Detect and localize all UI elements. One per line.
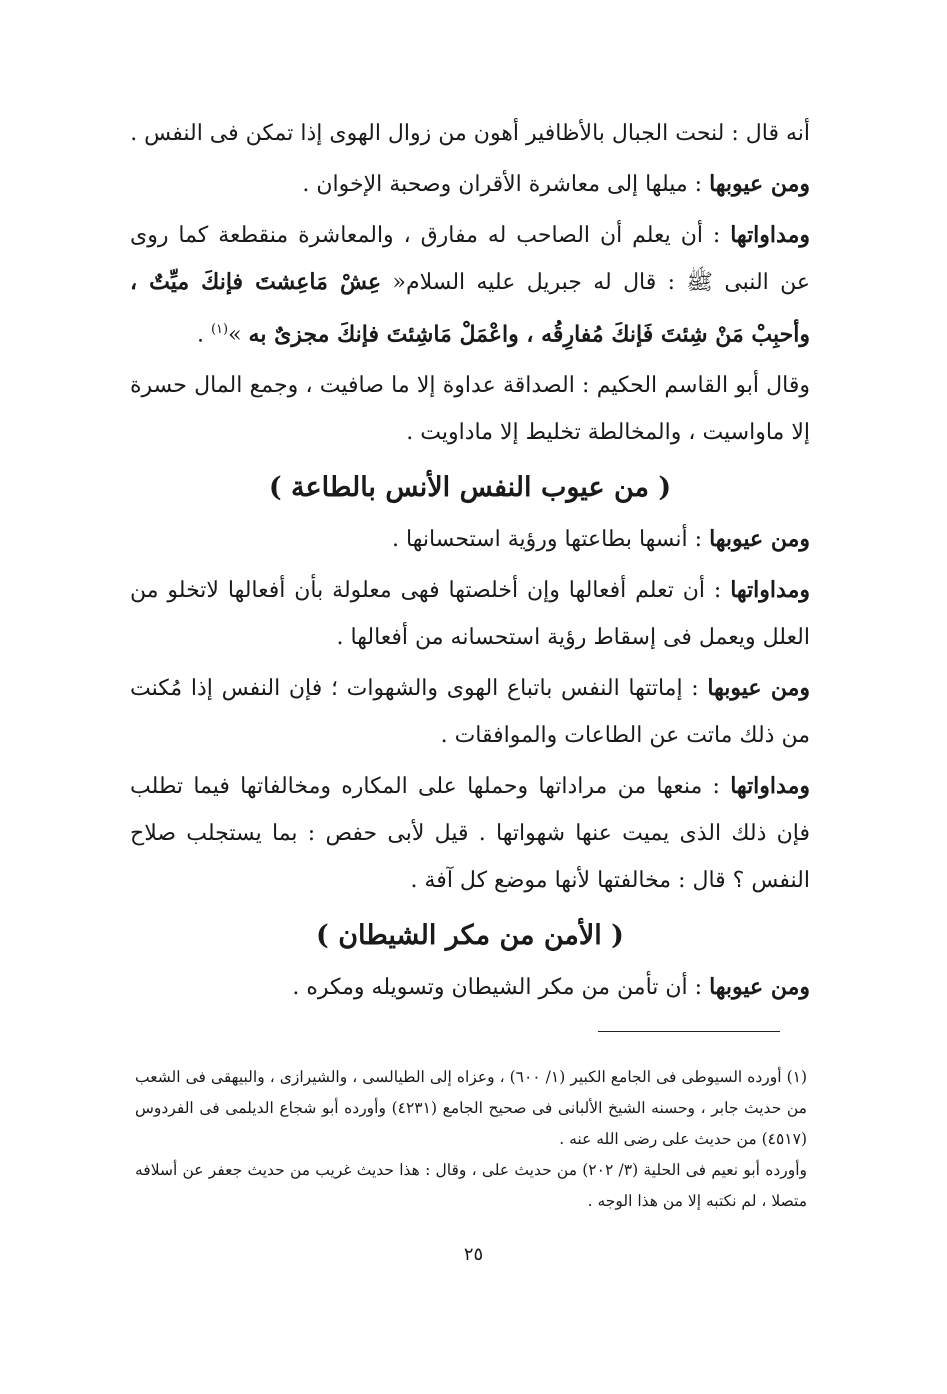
- footnote-reference: (١): [210, 322, 229, 337]
- paragraph-1: [130, 110, 810, 157]
- paragraph-8-lead: ومداواتها: [730, 773, 810, 800]
- paragraph-6: [130, 567, 810, 661]
- main-text: [130, 110, 810, 1015]
- paragraph-2-lead: ومن عيوبها: [709, 171, 810, 197]
- hadith-quote: عِشْ مَاعِشتَ فإنكَ ميِّتٌ ، وأحبِبْ مَنْ شِئتَ فَإنكَ مُفارِقُه ، واعْمَلْ مَاشِئتَ فإنكَ مجزىٌ به: [130, 269, 810, 348]
- footnote-1-continued: وأورده أبو نعيم فى الحلية (٣/ ٢٠٢) من حديث على ، وقال : هذا حديث غريب من حديث جعفر عن أسلافه متصلا ، لم نكتبه إلا من هذا الوجه .: [135, 1161, 807, 1210]
- paragraph-5: [130, 516, 810, 563]
- paragraph-7-text: : إماتتها النفس باتباع الهوى والشهوات ؛ فإن النفس إذا مُكنت من ذلك ماتت عن الطاعات والموافقات .: [130, 676, 810, 749]
- footnotes: [135, 1062, 807, 1217]
- paragraph-5-lead: ومن عيوبها: [709, 526, 810, 553]
- quote-close: »: [228, 322, 249, 348]
- paragraph-6-text: : أن تعلم أفعالها وإن أخلصتها فهى معلولة بأن أفعالها لاتخلو من العلل ويعمل فى إسقاط رؤية استحسانه من أفعالها .: [130, 578, 810, 651]
- paragraph-8-text: : منعها من مراداتها وحملها على المكاره ومخالفاتها فيما تطلب فإن ذلك الذى يميت عنها شهواتها . قيل لأبى حفص : بما يستجلب صلاح النفس ؟ قال : مخالفتها لأنها موضع كل آفة .: [130, 774, 810, 894]
- paragraph-3-end: .: [196, 322, 211, 348]
- footnote-separator: [598, 1031, 780, 1032]
- paragraph-9-lead: ومن عيوبها: [709, 974, 810, 1001]
- paragraph-3: [130, 212, 810, 358]
- paragraph-9-text: : أن تأمن من مكر الشيطان وتسويله ومكره .: [292, 975, 710, 1001]
- paragraph-5-text: : أنسها بطاعتها ورؤية استحسانها .: [392, 527, 710, 553]
- paragraph-6-lead: ومداواتها: [730, 577, 810, 604]
- paragraph-3-text: : أن يعلم أن الصاحب له مفارق ، والمعاشرة منقطعة كما روى عن النبى ﷺ : قال له جبريل عليه السلام«: [130, 223, 810, 295]
- paragraph-3-lead: ومداواتها: [730, 222, 810, 248]
- section-heading-1: ( من عيوب النفس الأنس بالطاعة ): [268, 472, 672, 504]
- paragraph-7-lead: ومن عيوبها: [707, 675, 810, 702]
- paragraph-8: [130, 763, 810, 904]
- paragraph-9: [130, 964, 810, 1011]
- paragraph-4-text: وقال أبو القاسم الحكيم : الصداقة عداوة إلا ما صافيت ، وجمع المال حسرة إلا ماواسيت ، والمخالطة تخليط إلا ماداويت .: [130, 373, 810, 446]
- paragraph-7: [130, 665, 810, 759]
- paragraph-4: [130, 362, 810, 456]
- section-heading-2: ( الأمن من مكر الشيطان ): [316, 920, 624, 952]
- paragraph-1-text: أنه قال : لنحت الجبال بالأظافير أهون من زوال الهوى إذا تمكن فى النفس .: [130, 121, 810, 146]
- paragraph-2: [130, 161, 810, 208]
- paragraph-2-text: : ميلها إلى معاشرة الأقران وصحبة الإخوان .: [302, 172, 710, 197]
- page-number: ٢٥: [463, 1244, 484, 1265]
- footnote-1: (١) أورده السيوطى فى الجامع الكبير (١/ ٦٠٠) ، وعزاه إلى الطيالسى ، والشيرازى ، والبيهقى فى الشعب من حديث جابر ، وحسنه الشيخ الألبانى فى صحيح الجامع (٤٢٣١) وأورده أبو شجاع الديلمى فى الفردوس (٤٥١٧) من حديث على رضى الله عنه .: [135, 1068, 808, 1148]
